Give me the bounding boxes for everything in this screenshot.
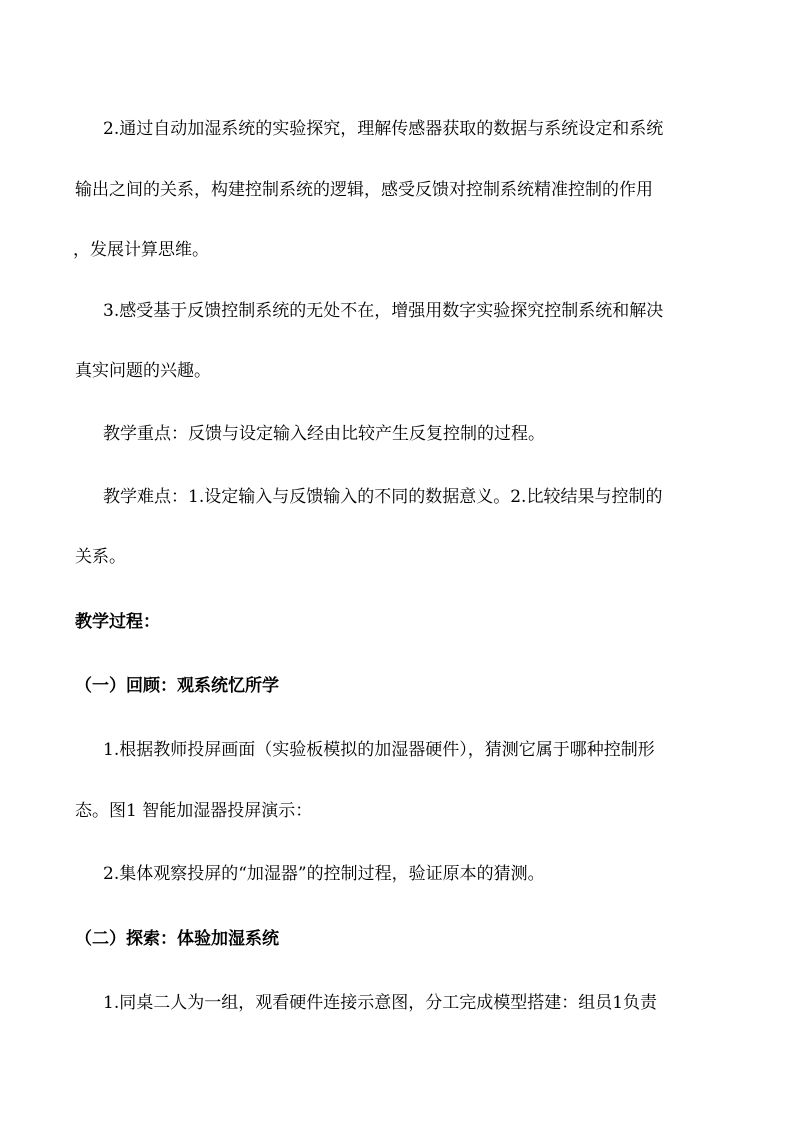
section-1-item-1-line-2: 态。图1 智能加湿器投屏演示： bbox=[75, 801, 313, 821]
goal-2-line-1: 2.通过自动加湿系统的实验探究，理解传感器获取的数据与系统设定和系统 bbox=[103, 119, 664, 139]
section-1-item-2: 2.集体观察投屏的“加湿器”的控制过程，验证原本的猜测。 bbox=[103, 864, 545, 884]
section-1-item-1-line-1: 1.根据教师投屏画面（实验板模拟的加湿器硬件），猜测它属于哪种控制形 bbox=[103, 740, 655, 760]
section-1-heading: （一）回顾：观系统忆所学 bbox=[75, 676, 279, 696]
teaching-process-heading: 教学过程： bbox=[75, 612, 160, 632]
goal-2-line-2: 输出之间的关系，构建控制系统的逻辑，感受反馈对控制系统精准控制的作用 bbox=[75, 180, 653, 200]
goal-3-line-1: 3.感受基于反馈控制系统的无处不在，增强用数字实验探究控制系统和解决 bbox=[103, 301, 664, 321]
goal-3-line-2: 真实问题的兴趣。 bbox=[75, 361, 211, 381]
section-2-heading: （二）探索：体验加湿系统 bbox=[75, 929, 279, 949]
teaching-key-point: 教学重点：反馈与设定输入经由比较产生反复控制的过程。 bbox=[103, 424, 545, 444]
teaching-difficulty-line-2: 关系。 bbox=[75, 547, 126, 567]
goal-2-line-3: ，发展计算思维。 bbox=[73, 240, 209, 260]
teaching-difficulty-line-1: 教学难点：1.设定输入与反馈输入的不同的数据意义。2.比较结果与控制的 bbox=[103, 487, 663, 507]
section-2-item-1-line-1: 1.同桌二人为一组，观看硬件连接示意图，分工完成模型搭建：组员1负责 bbox=[103, 993, 658, 1013]
